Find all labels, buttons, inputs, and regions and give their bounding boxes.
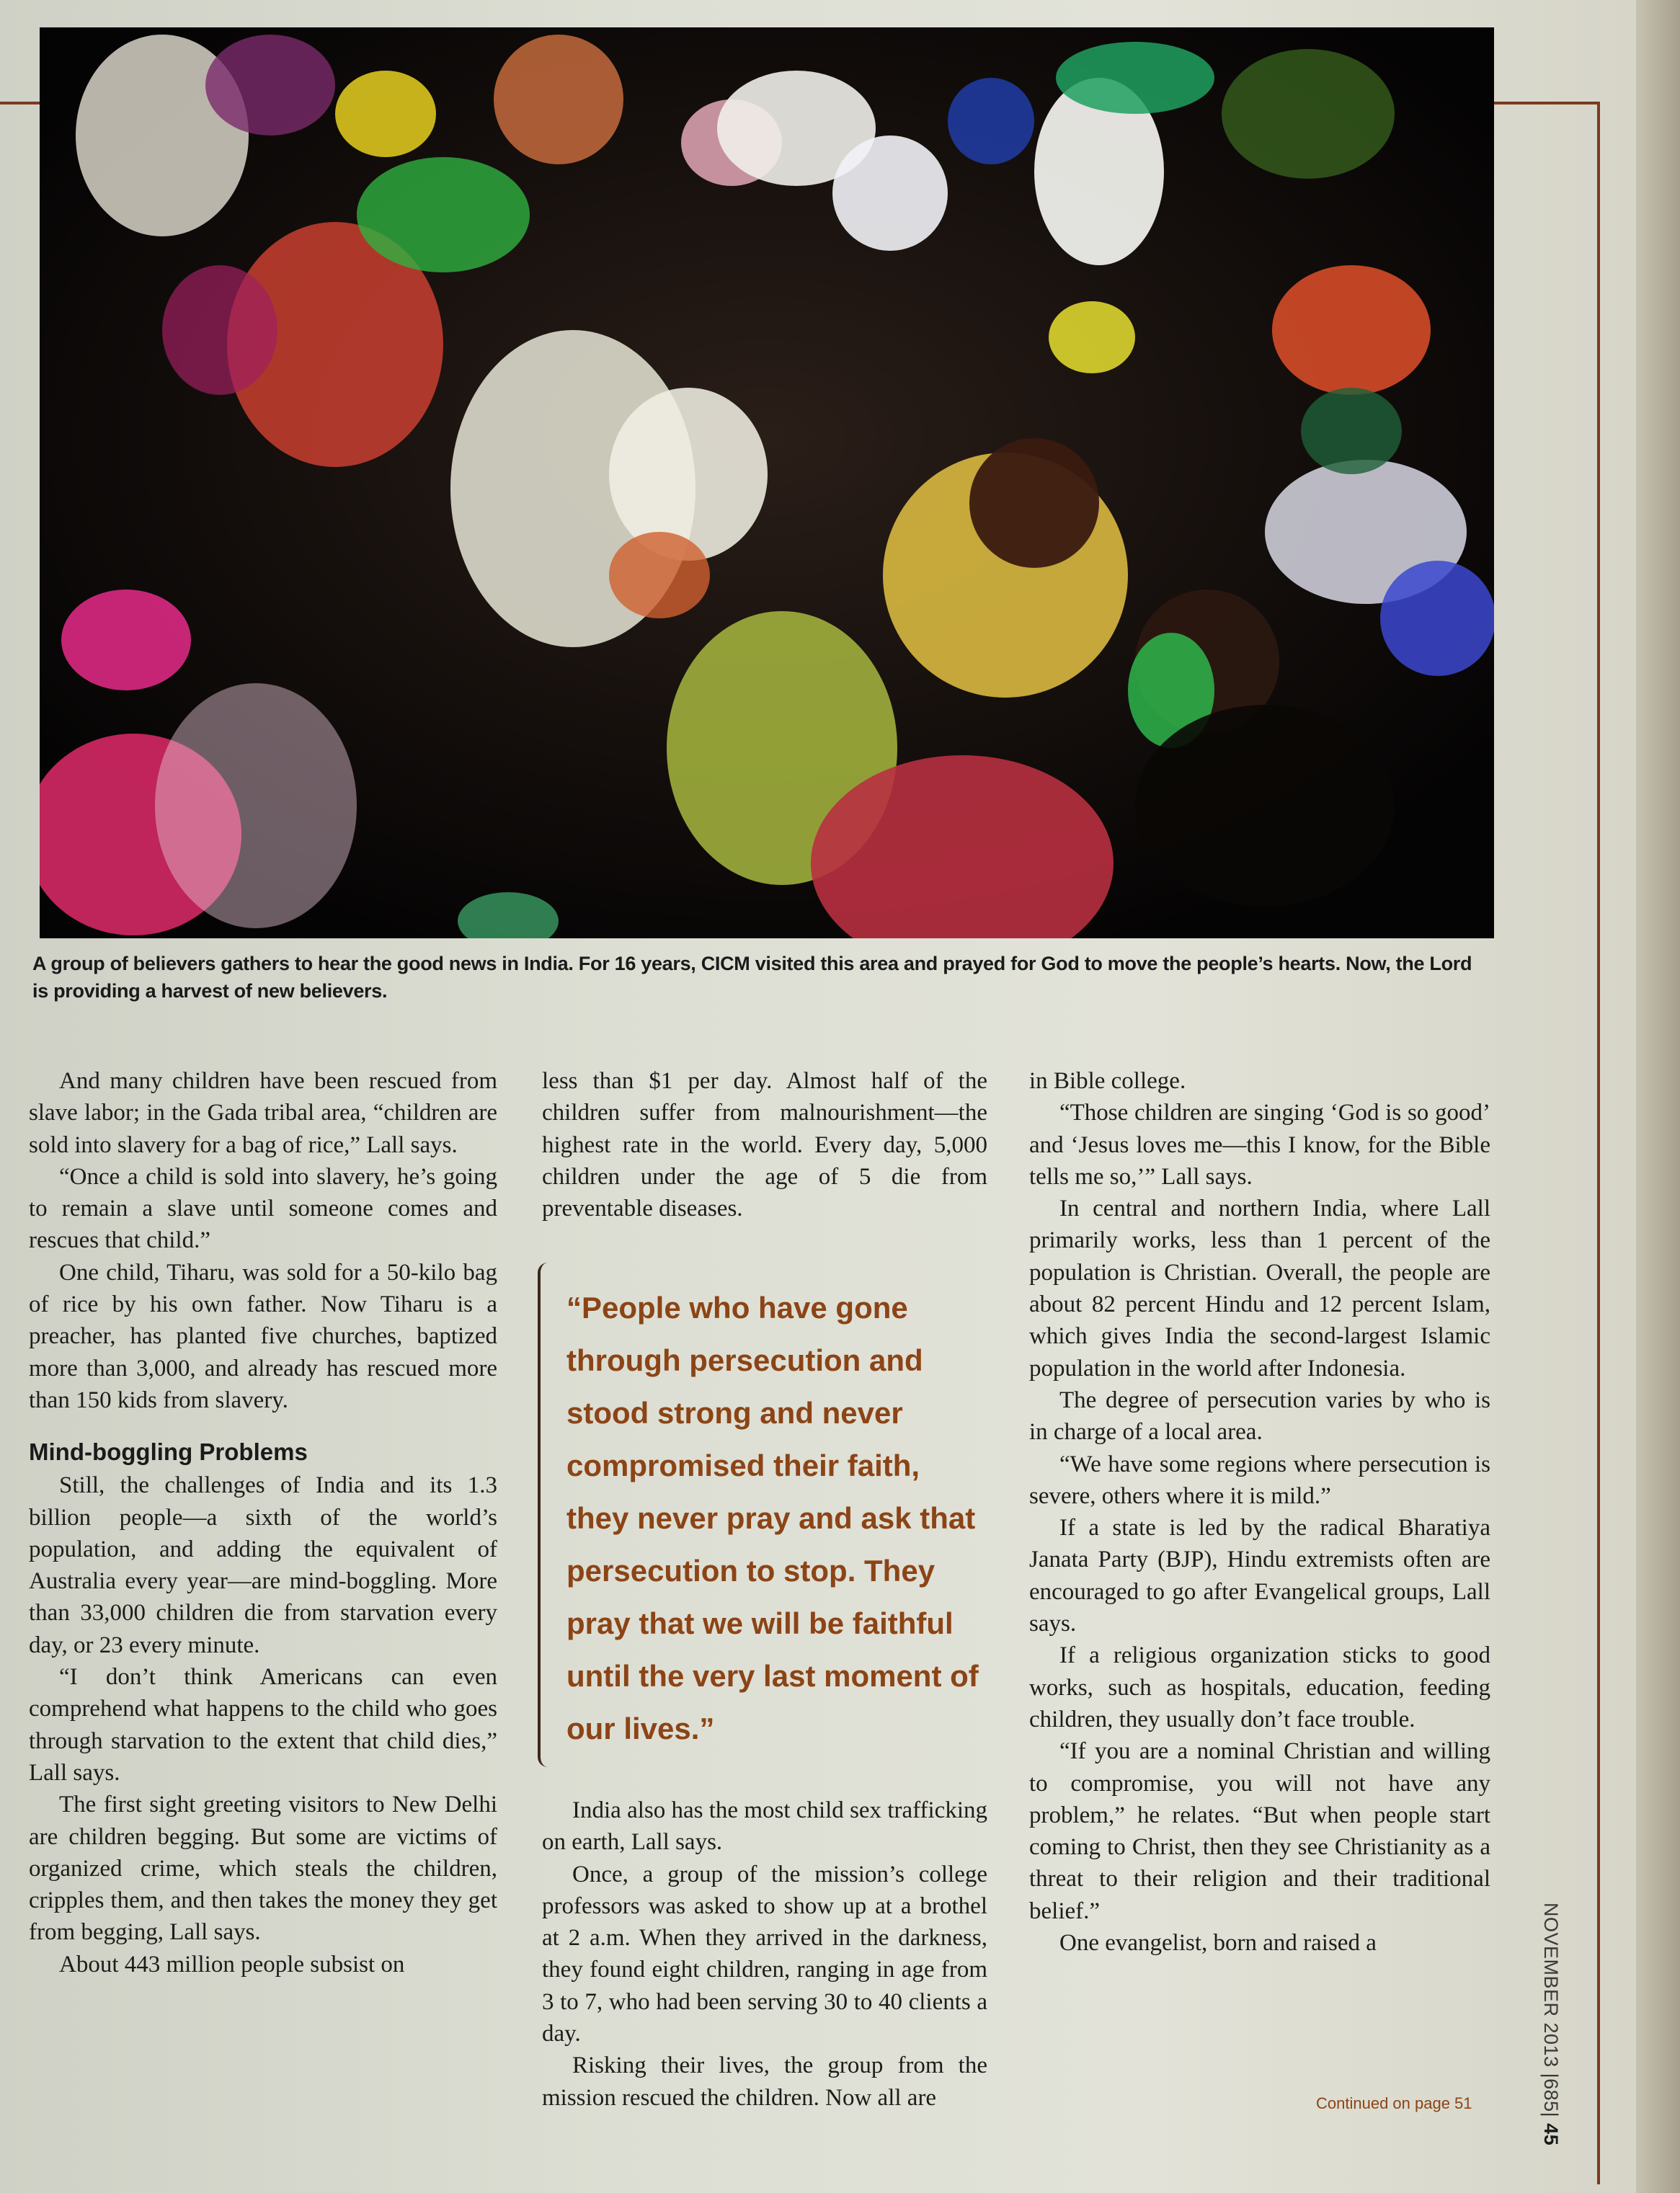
page-gutter-shadow xyxy=(1636,0,1680,2193)
paragraph: Still, the challenges of India and its 1.3 billion people—a sixth of the world’s population, and adding the equivalent of Australia every year—are mind-boggling. More than 33,000 children die from starvation every day, or 23 every minute. xyxy=(29,1472,497,1658)
crowd-photo xyxy=(40,27,1494,938)
paragraph: In central and northern India, where Lall primarily works, less than 1 percent of the population is Christian. Overall, the people are about 82 percent Hindu and 12 percent Islam, which gives India the second-largest Islamic population in the world after Indonesia. xyxy=(1029,1196,1490,1382)
pull-quote xyxy=(538,1263,985,1767)
frame-rule-left xyxy=(0,102,45,104)
paragraph: “If you are a nominal Christian and willing to compromise, you will not have any problem,” he relates. “But when people start coming to Christ, then they see Christianity as a threat to their religion and their traditional belief.” xyxy=(1029,1738,1490,1924)
folio xyxy=(1530,1903,1573,2146)
pull-quote-bracket xyxy=(538,1263,554,1767)
paragraph: “Once a child is sold into slavery, he’s going to remain a slave until someone comes and rescues that child.” xyxy=(29,1163,497,1254)
frame-rule-vertical xyxy=(1597,102,1600,2184)
paragraph: If a religious organization sticks to good works, such as hospitals, education, feeding children, they usually don’t face trouble. xyxy=(1029,1642,1490,1732)
article-column-2-continued xyxy=(542,1794,987,2114)
paragraph: less than $1 per day. Almost half of the children suffer from malnourishment—the highest rate in the world. Every day, 5,000 children under the age of 5 die from preventable diseases. xyxy=(542,1068,987,1222)
section-subhead: Mind-boggling Problems xyxy=(29,1438,308,1466)
paragraph: Once, a group of the mission’s college professors was asked to show up at a brothel at 2 a.m. When they arrived in the darkness, they found eight children, ranging in age from 3 to 7, who had been serving 30 to 40 clients a day. xyxy=(542,1861,987,2047)
frame-rule-right xyxy=(1493,102,1600,104)
page-number: 45 xyxy=(1540,2123,1562,2146)
paragraph: The first sight greeting visitors to New Delhi are children begging. But some are victims of organized crime, which steals the children, cripples them, and then takes the money they get from begging, Lall says. xyxy=(29,1792,497,1946)
continued-note: Continued on page 51 xyxy=(1316,2094,1472,2112)
paragraph: The degree of persecution varies by who is in charge of a local area. xyxy=(1029,1387,1490,1446)
paragraph: Risking their lives, the group from the mission rescued the children. Now all are xyxy=(542,2052,987,2111)
paragraph: “I don’t think Americans can even comprehend what happens to the child who goes through starvation to the extent that child dies,” Lall says. xyxy=(29,1664,497,1786)
paragraph: One evangelist, born and raised a xyxy=(1059,1930,1377,1957)
article-column-3 xyxy=(1029,1065,1490,1959)
photo-caption: A group of believers gathers to hear the good news in India. For 16 years, CICM visited this area and prayed for God to move the people’s hearts. Now, the Lord is providing a harvest of new believers. xyxy=(32,953,1472,1002)
article-column-1 xyxy=(29,1065,497,1980)
paragraph: in Bible college. xyxy=(1029,1068,1186,1094)
paragraph: If a state is led by the radical Bharatiya Janata Party (BJP), Hindu extremists often are encouraged to go after Evangelical groups, Lall says. xyxy=(1029,1515,1490,1637)
paragraph: “We have some regions where persecution is severe, others where it is mild.” xyxy=(1029,1451,1490,1509)
paragraph: And many children have been rescued from slave labor; in the Gada tribal area, “children are sold into slavery for a bag of rice,” Lall says. xyxy=(29,1068,497,1158)
crowd-photo-illustration xyxy=(40,27,1494,938)
pull-quote-text: “People who have gone through persecution and stood strong and never compromised their faith, they never pray and ask that persecution to stop. They pray that we will be faithful until the very last moment of our lives.” xyxy=(566,1291,979,1745)
paragraph: India also has the most child sex trafficking on earth, Lall says. xyxy=(542,1797,987,1856)
paragraph: “Those children are singing ‘God is so good’ and ‘Jesus loves me—this I know, for the Bible tells me so,’” Lall says. xyxy=(1029,1100,1490,1190)
issue-date: NOVEMBER 2013 |685| xyxy=(1540,1903,1562,2118)
article-column-2 xyxy=(542,1065,987,1224)
paragraph: About 443 million people subsist on xyxy=(59,1951,405,1978)
folio-text xyxy=(1539,1903,1562,2146)
paragraph: One child, Tiharu, was sold for a 50-kilo bag of rice by his own father. Now Tiharu is a preacher, has planted five churches, baptized more than 3,000, and already has rescued more than 150 kids from slavery. xyxy=(29,1259,497,1413)
